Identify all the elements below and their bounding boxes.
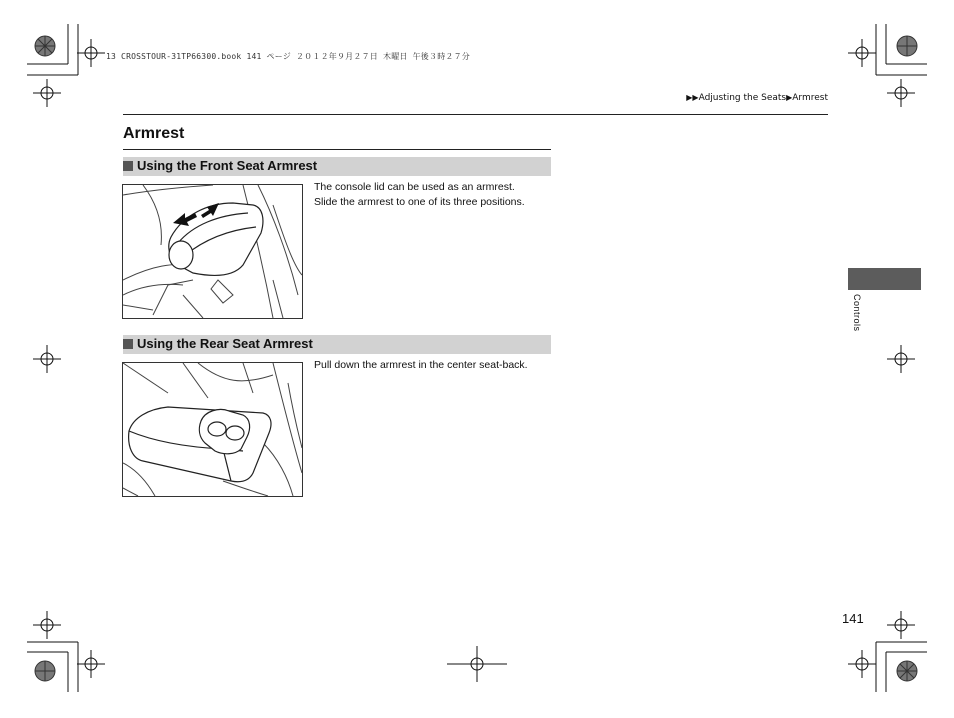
body-line: Pull down the armrest in the center seat-back.	[314, 359, 528, 371]
header-rule	[123, 114, 828, 115]
section-heading-front	[123, 157, 551, 176]
section-heading-text: Using the Rear Seat Armrest	[137, 336, 313, 351]
chapter-tab[interactable]	[848, 268, 921, 290]
title-rule	[123, 149, 551, 150]
square-bullet-icon	[123, 161, 133, 171]
page-title: Armrest	[123, 125, 185, 142]
section-body-front	[314, 180, 525, 210]
body-line: Slide the armrest to one of its three positions.	[314, 196, 525, 208]
rear-armrest-illustration	[122, 362, 303, 497]
rear-seat-armrest-image	[123, 363, 302, 496]
body-line: The console lid can be used as an armrest.	[314, 181, 515, 193]
section-body-rear	[314, 358, 528, 373]
breadcrumb-item-armrest[interactable]: Armrest	[792, 93, 828, 103]
breadcrumb-arrow-icon: ▶▶	[686, 93, 699, 102]
section-heading-rear	[123, 335, 551, 354]
print-file-info: 13 CROSSTOUR-31TP66300.book 141 ページ ２０１２年９月２７日 木曜日 午後３時２７分	[106, 52, 471, 61]
breadcrumb	[686, 93, 828, 103]
front-armrest-illustration	[122, 184, 303, 319]
square-bullet-icon	[123, 339, 133, 349]
page-number: 141	[842, 611, 864, 626]
breadcrumb-item-seats[interactable]: Adjusting the Seats	[698, 93, 787, 103]
section-heading-text: Using the Front Seat Armrest	[137, 158, 318, 173]
breadcrumb-separator-icon: ▶	[786, 93, 793, 102]
front-console-armrest-image	[123, 185, 302, 318]
chapter-tab-label: Controls	[852, 294, 862, 332]
